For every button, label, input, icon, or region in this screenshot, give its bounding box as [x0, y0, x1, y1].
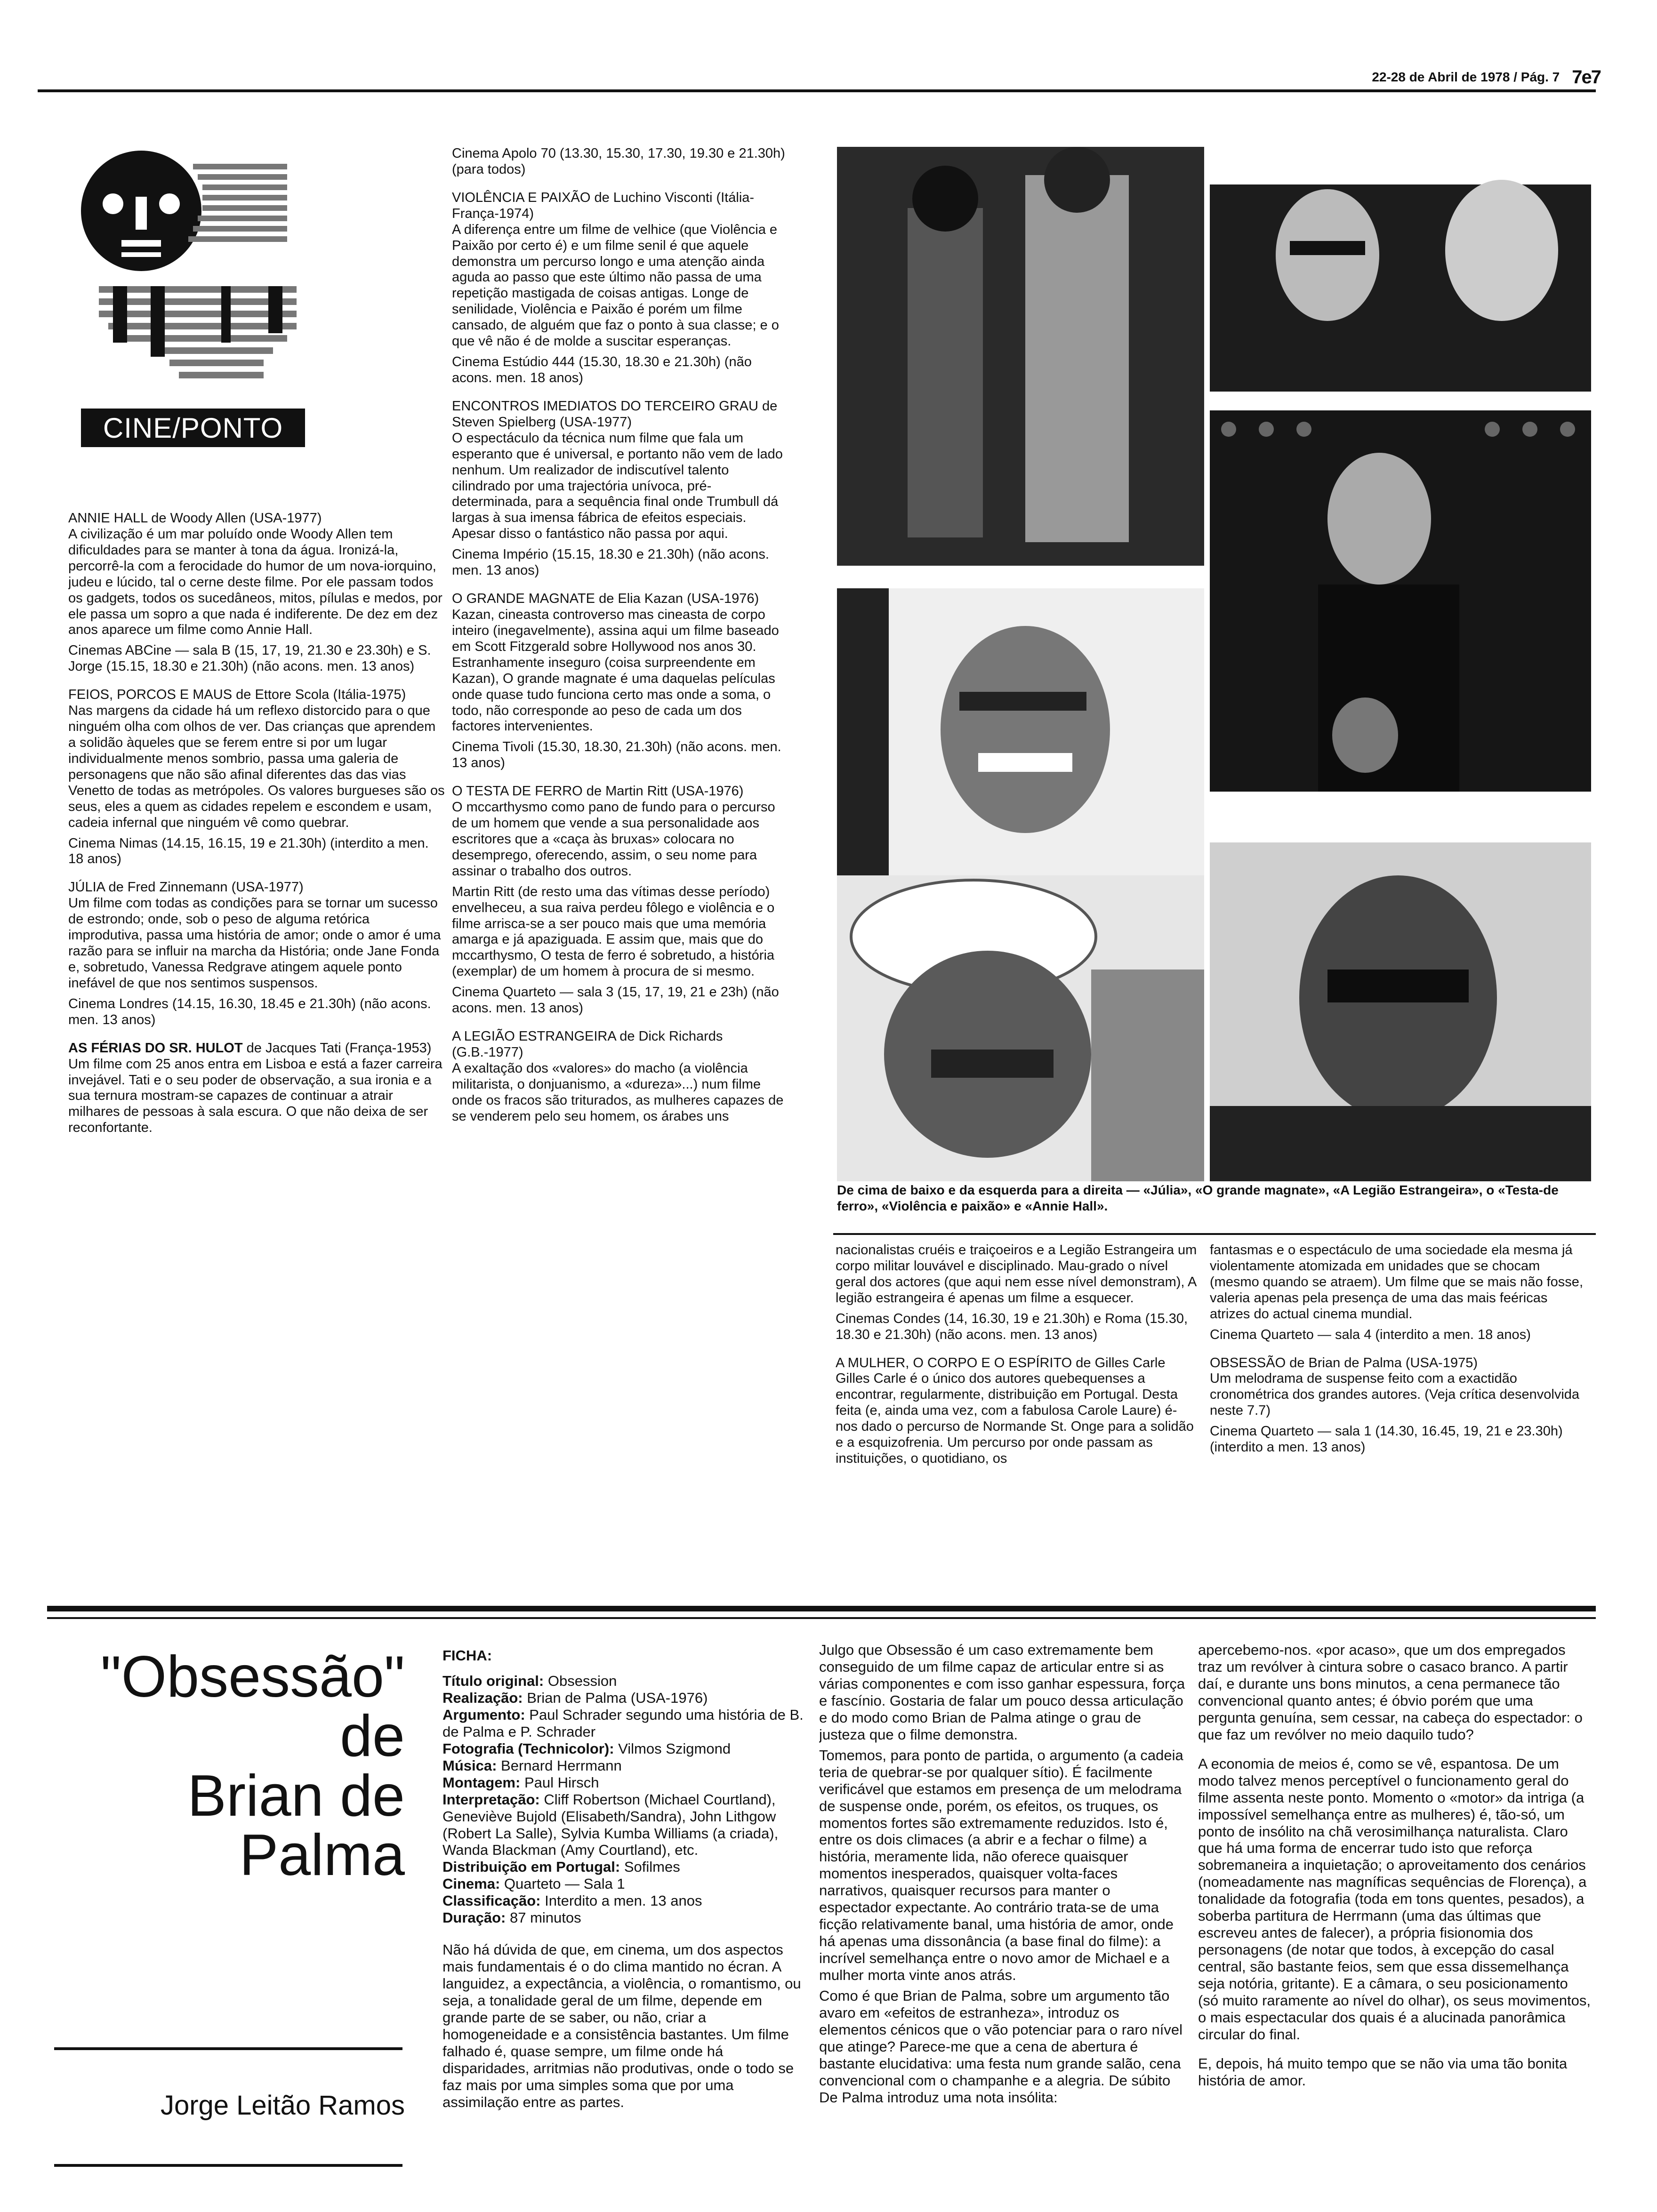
- photo-a-legiao-estrangeira: [837, 875, 1204, 1181]
- feios-review: [68, 687, 445, 867]
- magnate-review: [452, 591, 791, 771]
- movie-text: Gilles Carle é o único dos autores quebequenses a encontrar, regularmente, distribuição em Portugal. Desta feita (e, ainda uma vez, com a fabulosa Carole Laure) é-nos dado o percurso de Normande St. Onge para a solidão e a esquizofrenia. Um percurso por onde passam as instituições, o quotidiano, os: [836, 1371, 1194, 1467]
- movie-director: de Gilles Carle: [1076, 1355, 1166, 1370]
- photo-caption: De cima de baixo e da esquerda para a direita — «Júlia», «O grande magnate», «A Legião Estrangeira», o «Testa-de ferro», «Violência e paixão» e «Annie Hall».: [837, 1183, 1559, 1213]
- ficha-item: [442, 1791, 810, 1859]
- movie-director: de Dick Richards: [619, 1029, 723, 1044]
- movie-origin: (França-1953): [345, 1040, 432, 1056]
- movie-origin: (USA-1977): [231, 880, 304, 895]
- movie-text: Um filme com 25 anos entra em Lisboa e está a fazer carreira invejável. Tati e o seu poder de observação, a sua ironia e a sua ternura mostram-se capazes de continuar a atrair milhares de pessoas à sala escura. O que não deixa de ser reconfortante.: [68, 1056, 442, 1136]
- testa-review: [452, 784, 791, 1017]
- movie-title: O GRANDE MAGNATE: [452, 591, 595, 607]
- movie-text: Nas margens da cidade há um reflexo distorcido para o que ninguém olha com olhos de ver. Das crianças que aprendem a solidão àqueles que se ferem entre si por um lugar individualmente menos sombrio, passa uma galeria de personagens que não são afinal diferentes das das vias Venetto de todas as metrópoles. Os valores burgueses são os seus, eles a quem as cidades repelem e escondem e usam, cadeia infernal que ninguém vê como quebrar.: [68, 703, 445, 830]
- ficha-key: Cinema:: [442, 1875, 500, 1892]
- review-title: [47, 1644, 405, 1888]
- movie-director: de Ettore Scola: [236, 687, 330, 703]
- movie-note: (não acons. men. 18 anos): [452, 354, 752, 385]
- movie-title: ANNIE HALL: [68, 511, 148, 526]
- movie-title: ENCONTROS IMEDIATOS DO TERCEIRO GRAU: [452, 398, 758, 414]
- review-author: Jorge Leitão Ramos: [160, 2090, 405, 2121]
- review-paragraph: Tomemos, para ponto de partida, o argumento (a cadeia teria de quebrar-se por qualquer sítio). É facilmente verificável que estamos em presença de um melodrama de suspense onde, porém, os efeitos, os truques, os momentos fortes são extremamente reduzidos. Isto é, entre os dois climaces (a abrir e a fechar o filme) a história, meramente lida, não oferece quaisquer momentos inesperados, quaisquer volta-faces narrativos, quaisquer recursos para manter o espectador expectante. Ao contrário trata-se de uma ficção relativamente banal, uma história de amor, onde há apenas uma dissonância (a base final do filme): a incrível semelhança entre o novo amor de Michael e a mulher morta vinte anos atrás.: [819, 1747, 1183, 1984]
- movie-text: Um melodrama de suspense feito com a exactidão cronométrica dos grandes autores. (Veja crítica desenvolvida neste 7.7): [1210, 1371, 1580, 1419]
- ficha-key: Realização:: [442, 1689, 523, 1706]
- movie-director: de Jacques Tati: [246, 1040, 341, 1056]
- ficha-item: [442, 1859, 810, 1875]
- movie-text: Kazan, cineasta controverso mas cineasta de corpo inteiro (inegavelmente), assina aqui um filme baseado em Scott Fitzgerald sobre Hollywood nos anos 30. Estranhamente inseguro (coisa surpreendente em Kazan), O grande magnate é uma daquelas películas onde quase tudo funciona certo mas onde a soma, o todo, não corresponde ao peso de cada um dos factores intervenientes.: [452, 607, 779, 734]
- movie-cinema: Cinema Estúdio 444 (15.30, 18.30 e 21.30h): [452, 354, 721, 370]
- ficha-value: Brian de Palma (USA-1976): [523, 1689, 708, 1706]
- column-2: [452, 146, 791, 1591]
- movie-director: de Steven Spielberg: [452, 398, 778, 430]
- movie-note: (não acons. men. 13 anos): [935, 1327, 1098, 1342]
- ficha-value: Vilmos Szigmond: [614, 1740, 731, 1757]
- movie-title: JÚLIA: [68, 880, 105, 895]
- obsessao-review: [1210, 1355, 1591, 1456]
- author-rule-bottom: [54, 2164, 402, 2167]
- movie-title: A MULHER, O CORPO E O ESPÍRITO: [836, 1355, 1072, 1370]
- movie-origin: (USA-1976): [671, 784, 744, 799]
- photo-annie-hall-top: [1210, 147, 1591, 392]
- movie-cinema: Cinema Tivoli (15.30, 18.30, 21.30h): [452, 739, 672, 755]
- ficha-list: [442, 1673, 810, 1926]
- movie-director: de Luchino Visconti: [594, 190, 713, 205]
- ficha-key: Interpretação:: [442, 1791, 540, 1808]
- photo-o-grande-magnate: [837, 588, 1204, 875]
- review-paragraph: Não há dúvida de que, em cinema, um dos aspectos mais fundamentais é o do clima mantido no écran. A languidez, a expectância, a violência, o romantismo, ou seja, a tonalidade geral de um filme, depende em grande parte de se saber, ou não, criar a homogeneidade e a consistência bastantes. Um filme falhado é, quase sempre, um filme onde há disparidades, arritmias não produtivas, onde o todo se faz mais por uma simples soma que por uma assimilação entre as partes.: [442, 1941, 801, 2110]
- page-header: [1215, 65, 1601, 89]
- ficha-key: Fotografia (Technicolor):: [442, 1740, 614, 1757]
- movie-origin: (USA-1976): [687, 591, 759, 607]
- photo-violencia-e-paixao: [837, 147, 1204, 566]
- ficha-key: Argumento:: [442, 1706, 525, 1723]
- movie-origin: (Itália-1975): [333, 687, 406, 703]
- ferias-review: [68, 1041, 445, 1137]
- ficha-value: Bernard Herrmann: [497, 1757, 622, 1774]
- encontros-review: [452, 399, 791, 579]
- movie-text: A diferença entre um filme de velhice (que Violência e Paixão por certo é) e um filme senil é que aquele demonstra um percurso longo e uma atenção ainda aguda ao passo que este último não passa de uma repetição mastigada de coisas antigas. Longe de senilidade, Violência e Paixão é porém um filme cansado, de alguém que faz o ponto à sua classe; e o que vê não é de molde a suscitar esperanças.: [452, 222, 779, 349]
- ficha-label: FICHA:: [442, 1647, 492, 1664]
- movie-director: de Woody Allen: [151, 511, 246, 526]
- movie-cinema: Cinema Quarteto — sala 3 (15, 17, 19, 21 e 23h): [452, 985, 748, 1000]
- date-page-number: 22-28 de Abril de 1978 / Pág. 7: [1372, 70, 1560, 84]
- annie-hall-review: [68, 511, 445, 675]
- movie-note: (interdito a men. 18 anos): [68, 835, 429, 867]
- review-paragraph: A economia de meios é, como se vê, espantosa. De um modo talvez menos perceptível o funcionamento geral do filme assenta neste ponto. Momento o «motor» da intriga (a impossível semelhança entre as mulheres) é, tão-só, um ponto de insólito na chã verosimilhança naturalista. Claro que há uma forma de encerrar tudo isto que reforça sobremaneira a inquietação; o aproveitamento dos cenários (nomeadamente nas magníficas sequências de Florença), a tonalidade da fotografia (toda em tons quentes, pesados), a soberba partitura de Herrmann (uma das últimas que escreveu antes de falecer), a própria fisionomia dos personagens (de notar que todos, à excepção do casal central, são bastante feios, sem que essa dissemelhança seja notória, gritante). E a câmara, o seu posicionamento (só muito raramente ao nível do olhar), os seus movimentos, o mais espectacular dos quais é a alucinada panorâmica circular do final.: [1198, 1755, 1591, 2043]
- movie-note: (não acons. men. 13 anos): [452, 985, 779, 1016]
- ficha-key: Duração:: [442, 1909, 506, 1926]
- ficha-value: Paul Schrader segundo uma história de B. de Palma e P. Schrader: [442, 1706, 804, 1740]
- movie-note: (não acons. men. 13 anos): [252, 659, 415, 674]
- ficha-item: [442, 1774, 810, 1791]
- ficha-key: Distribuição em Portugal:: [442, 1859, 620, 1875]
- movie-title: OBSESSÃO: [1210, 1355, 1286, 1370]
- movie-text: Um filme com todas as condições para se tornar um sucesso de estrondo; onde, sob o peso de alguma retórica improdutiva, passa uma história de amor; onde o amor é uma razão para se influir na marcha da História; onde Jane Fonda e, sobretudo, Vanessa Redgrave atingem aquele ponto inefável de que nos sentimos suspensos.: [68, 896, 441, 991]
- ficha-value: Cliff Robertson (Michael Courtland), Geneviève Bujold (Elisabeth/Sandra), John Lithgow (Robert La Salle), Sylvia Kumba Williams (a criada), Wanda Blackman (Amy Courtland), etc.: [442, 1791, 779, 1859]
- review-paragraph: apercebemo-nos. «por acaso», que um dos empregados traz um revólver à cintura sobre o casaco branco. A partir daí, e durante uns bons minutos, a cena permanece tão convencional quanto antes; é óbvio porém que uma pergunta genuína, sem cessar, na cabeça do espectador: o que faz um revólver no meio daquilo tudo?: [1198, 1642, 1583, 1743]
- review-title-line: de: [340, 1704, 405, 1769]
- ficha-key: Título original:: [442, 1672, 544, 1689]
- movie-cinema: Cinema Império (15.15, 18.30 e 21.30h): [452, 547, 694, 562]
- review-title-line: "Obsessão": [100, 1644, 405, 1709]
- ficha-item: [442, 1892, 810, 1909]
- movie-text: Martin Ritt (de resto uma das vítimas desse período) envelheceu, a sua raiva perdeu fôlego e violência e o filme arrisca-se a ser pouco mais que uma memória amarga e já apaziguada. E assim que, mais que do mccarthysmo, O testa de ferro é sobretudo, a história (exemplar) de um homem à procura de si mesmo.: [452, 884, 775, 979]
- review-column-3: [1198, 1642, 1591, 2169]
- caption-rule: [833, 1233, 1596, 1235]
- violencia-review: [452, 190, 791, 386]
- legiao-review: [452, 1029, 791, 1125]
- movie-director: de Fred Zinnemann: [108, 880, 228, 895]
- movie-text: fantasmas e o espectáculo de uma sociedade ela mesma já violentamente atomizada em unidades que se chocam (mesmo quando se atraem). Um filme que se mais não fosse, valeria apenas pela presença de uma das mais feéricas atrizes do actual cinema mundial.: [1210, 1242, 1583, 1322]
- mulher-review: [836, 1355, 1198, 1467]
- ficha-value: Obsession: [544, 1672, 617, 1689]
- review-ficha-column: [442, 1647, 810, 2170]
- ficha-item: [442, 1673, 810, 1690]
- review-paragraph: Julgo que Obsessão é um caso extremamente bem conseguido de um filme capaz de articular entre si as várias componentes e com isso ganhar espessura, força e fascínio. Gostaria de falar um pouco dessa articulação e do modo como Brian de Palma atinge o grau de justeza que o filme demonstra.: [819, 1642, 1185, 1743]
- section-divider: [47, 1606, 1596, 1611]
- ficha-value: Interdito a men. 13 anos: [540, 1892, 702, 1909]
- movie-title: VIOLÊNCIA E PAIXÃO: [452, 190, 591, 205]
- movie-text: A exaltação dos «valores» do macho (a violência militarista, o donjuanismo, a «dureza»...) num filme onde os fracos são triturados, as mulheres capazes de se venderem pelo seu homem, os árabes uns: [452, 1060, 784, 1124]
- column-4: [1210, 1242, 1591, 1595]
- movie-title: O TESTA DE FERRO: [452, 784, 583, 799]
- movie-cinema: Cinemas ABCine — sala B (15, 17, 19, 21.30 e 23.30h) e S. Jorge (15.15, 18.30 e 21.30h): [68, 643, 431, 674]
- ficha-item: [442, 1875, 810, 1892]
- column-3: [836, 1242, 1198, 1595]
- review-title-line: Brian de Palma: [187, 1763, 405, 1888]
- movie-origin: (Itália-França-1974): [452, 190, 755, 221]
- movie-director: de Brian de Palma: [1289, 1355, 1402, 1370]
- photo-o-testa-de-ferro: [1210, 842, 1591, 1181]
- section-divider-thin: [47, 1617, 1596, 1619]
- header-rule: [38, 89, 1596, 92]
- review-paragraph: Como é que Brian de Palma, sobre um argumento tão avaro em «efeitos de estranheza», introduz os elementos cénicos que o vão potenciar para o raro nível que atinge? Parece-me que a cena de abertura é bastante elucidativa: uma festa num grande salão, cena convencional com o champanhe e a alegria. De súbito De Palma introduz uma nota insólita:: [819, 1988, 1183, 2106]
- movie-director: de Martin Ritt: [586, 784, 668, 799]
- movie-note: (interdito a men. 18 anos): [1375, 1327, 1531, 1342]
- ficha-item: [442, 1909, 810, 1926]
- movie-origin: (USA-1977): [249, 511, 322, 526]
- movie-cinema: Cinema Quarteto — sala 4: [1210, 1327, 1372, 1342]
- movie-title: FEIOS, PORCOS E MAUS: [68, 687, 233, 703]
- movie-origin: (G.B.-1977): [452, 1045, 523, 1060]
- movie-origin: (USA-1977): [559, 414, 632, 430]
- ficha-key: Classificação:: [442, 1892, 541, 1909]
- movie-text: O espectáculo da técnica num filme que fala um esperanto que é universal, e portanto não vem de lado nenhum. Um realizador de indiscutível talento cilindrado por uma trajectória unívoca, pré-determinada, para a sequência final onde Trumbull dá largas à sua imensa fábrica de efeitos especiais. Apesar disso o fantástico não passa por aqui.: [452, 430, 783, 542]
- movie-title: AS FÉRIAS DO SR. HULOT: [68, 1040, 243, 1056]
- review-paragraph: E, depois, há muito tempo que se não via uma tão bonita história de amor.: [1198, 2055, 1568, 2089]
- movie-cinema: Cinema Quarteto — sala 1 (14.30, 16.45, 19, 21 e 23.30h): [1210, 1424, 1563, 1439]
- ficha-value: Paul Hirsch: [520, 1774, 599, 1791]
- movie-text: nacionalistas cruéis e traiçoeiros e a Legião Estrangeira um corpo militar louvável e disciplinado. Mau-grado o nível geral dos actores (que aqui nem esse nível demonstram), A legião estrangeira é apenas um filme a esquecer.: [836, 1242, 1197, 1306]
- ficha-item: [442, 1757, 810, 1774]
- movie-origin: (USA-1975): [1405, 1355, 1478, 1370]
- publication-logo: 7e7: [1572, 66, 1601, 88]
- ficha-item: [442, 1690, 810, 1707]
- movie-text: O mccarthysmo como pano de fundo para o percurso de um homem que vende a sua personalidade aos escritores que a «caça às bruxas» colocara no desemprego, oferecendo, assim, o seu nome para assinar o trabalho dos outros.: [452, 800, 775, 879]
- movie-note: (não acons. men. 13 anos): [452, 739, 781, 771]
- movie-director: de Elia Kazan: [599, 591, 684, 607]
- ficha-value: Quarteto — Sala 1: [500, 1875, 625, 1892]
- review-column-2: [819, 1642, 1186, 2169]
- movie-cinema: Cinema Londres (14.15, 16.30, 18.45 e 21.30h): [68, 996, 356, 1011]
- movie-note: (não acons. men. 13 anos): [452, 547, 769, 578]
- movie-note: (não acons. men. 13 anos): [68, 996, 431, 1027]
- movie-note: (para todos): [452, 161, 526, 177]
- author-rule: [54, 2047, 402, 2050]
- section-label: CINE/PONTO: [81, 409, 305, 447]
- ficha-key: Montagem:: [442, 1774, 521, 1791]
- julia-review: [68, 880, 445, 1028]
- ficha-item: [442, 1707, 810, 1740]
- ficha-value: Sofilmes: [620, 1859, 680, 1875]
- movie-cinema: Cinema Nimas (14.15, 16.15, 19 e 21.30h): [68, 835, 327, 851]
- movie-cinema: Cinema Apolo 70 (13.30, 15.30, 17.30, 19.30 e 21.30h): [452, 146, 785, 161]
- ficha-value: 87 minutos: [506, 1909, 581, 1926]
- ficha-item: [442, 1740, 810, 1757]
- ficha-key: Música:: [442, 1757, 497, 1774]
- photo-annie-hall-middle: [1210, 410, 1591, 792]
- cine-ponto-emblem-icon: [80, 150, 306, 413]
- movie-cinema: Cinemas Condes (14, 16.30, 19 e 21.30h) e Roma (15.30, 18.30 e 21.30h): [836, 1311, 1188, 1342]
- movie-text: A civilização é um mar poluído onde Woody Allen tem dificuldades para se manter à tona da água. Ironizá-la, percorrê-la com a ferocidade do humor de um nova-iorquino, judeu e lúcido, tal o cerne deste filme. Por ele passam todos os gadgets, todos os sucedâneos, mitos, pílulas e medos, por ele passa um sopro a que nada é indiferente. De dez em dez anos aparece um filme como Annie Hall.: [68, 526, 442, 638]
- movie-title: A LEGIÃO ESTRANGEIRA: [452, 1029, 616, 1044]
- column-1: [68, 511, 445, 1593]
- movie-note: (interdito a men. 13 anos): [1210, 1440, 1366, 1455]
